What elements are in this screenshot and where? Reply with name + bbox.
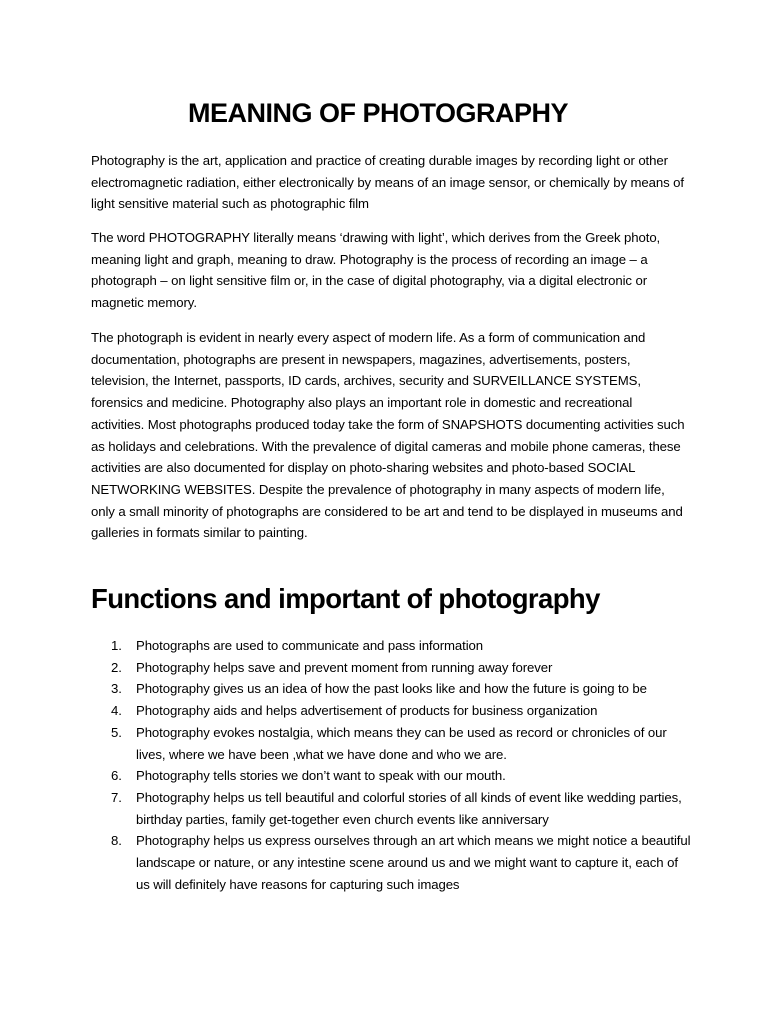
list-item-text: Photography helps save and prevent moment from running away forever bbox=[136, 659, 553, 675]
list-item bbox=[91, 765, 691, 787]
functions-list bbox=[91, 635, 691, 895]
list-item-number: 6. bbox=[111, 768, 122, 784]
list-item bbox=[91, 657, 691, 679]
list-item-text: Photography gives us an idea of how the past looks like and how the future is going to be bbox=[136, 681, 647, 697]
list-item bbox=[91, 700, 691, 722]
list-item-text: Photography aids and helps advertisement of products for business organization bbox=[136, 703, 598, 719]
list-item-text: Photography helps us tell beautiful and colorful stories of all kinds of event like wedding parties, birthday parties, family get-together even church events like anniversary bbox=[136, 789, 682, 827]
list-item-text: Photographs are used to communicate and pass information bbox=[136, 638, 484, 653]
list-item-number: 7. bbox=[111, 789, 122, 805]
list-item bbox=[91, 635, 691, 657]
list-item-number: 4. bbox=[111, 703, 122, 719]
list-item-text: Photography tells stories we don’t want to speak with our mouth. bbox=[136, 768, 506, 784]
list-item bbox=[91, 830, 691, 895]
paragraph-definition: Photography is the art, application and practice of creating durable images by recording light or other electromagnetic radiation, either electronically by means of an image sensor, or chemically by means of light sensitive material such as photographic film bbox=[91, 153, 684, 212]
section-heading-functions: Functions and important of photography bbox=[91, 583, 600, 614]
list-item bbox=[91, 678, 691, 700]
list-item-number: 1. bbox=[111, 638, 122, 653]
list-item-text: Photography helps us express ourselves through an art which means we might notice a beautiful landscape or nature, or any intestine scene around us and we might want to capture it, each of us will definitely have reasons for capturing such images bbox=[136, 833, 691, 892]
list-item-number: 8. bbox=[111, 833, 122, 849]
list-item-number: 3. bbox=[111, 681, 122, 697]
list-item-number: 5. bbox=[111, 724, 122, 740]
list-item-number: 2. bbox=[111, 659, 122, 675]
list-item bbox=[91, 722, 691, 765]
page-title: MEANING OF PHOTOGRAPHY bbox=[187, 98, 569, 128]
list-item-text: Photography evokes nostalgia, which means they can be used as record or chronicles of our lives, where we have been ,what we have done and who we are. bbox=[136, 724, 667, 762]
paragraph-etymology: The word PHOTOGRAPHY literally means ‘drawing with light’, which derives from the Greek photo, meaning light and graph, meaning to draw. Photography is the process of recording an image – a photograph – on light sensitive film or, in the case of digital photography, via a digital electronic or magnetic memory. bbox=[91, 230, 661, 311]
paragraph-modern-life: The photograph is evident in nearly every aspect of modern life. As a form of communication and documentation, photographs are present in newspapers, magazines, advertisements, posters, television, the Internet, passports, ID cards, archives, security and SURVEILLANCE SYSTEMS, forensics and medicine. Photography also plays an important role in domestic and recreational activities. Most photographs produced today take the form of SNAPSHOTS documenting activities such as holidays and celebrations. With the prevalence of digital cameras and mobile phone cameras, these activities are also documented for display on photo-sharing websites and photo-based SOCIAL NETWORKING WEBSITES. Despite the prevalence of photography in many aspects of modern life, only a small minority of photographs are considered to be art and tend to be displayed in museums and galleries in formats similar to painting. bbox=[91, 330, 685, 541]
list-item bbox=[91, 787, 691, 830]
